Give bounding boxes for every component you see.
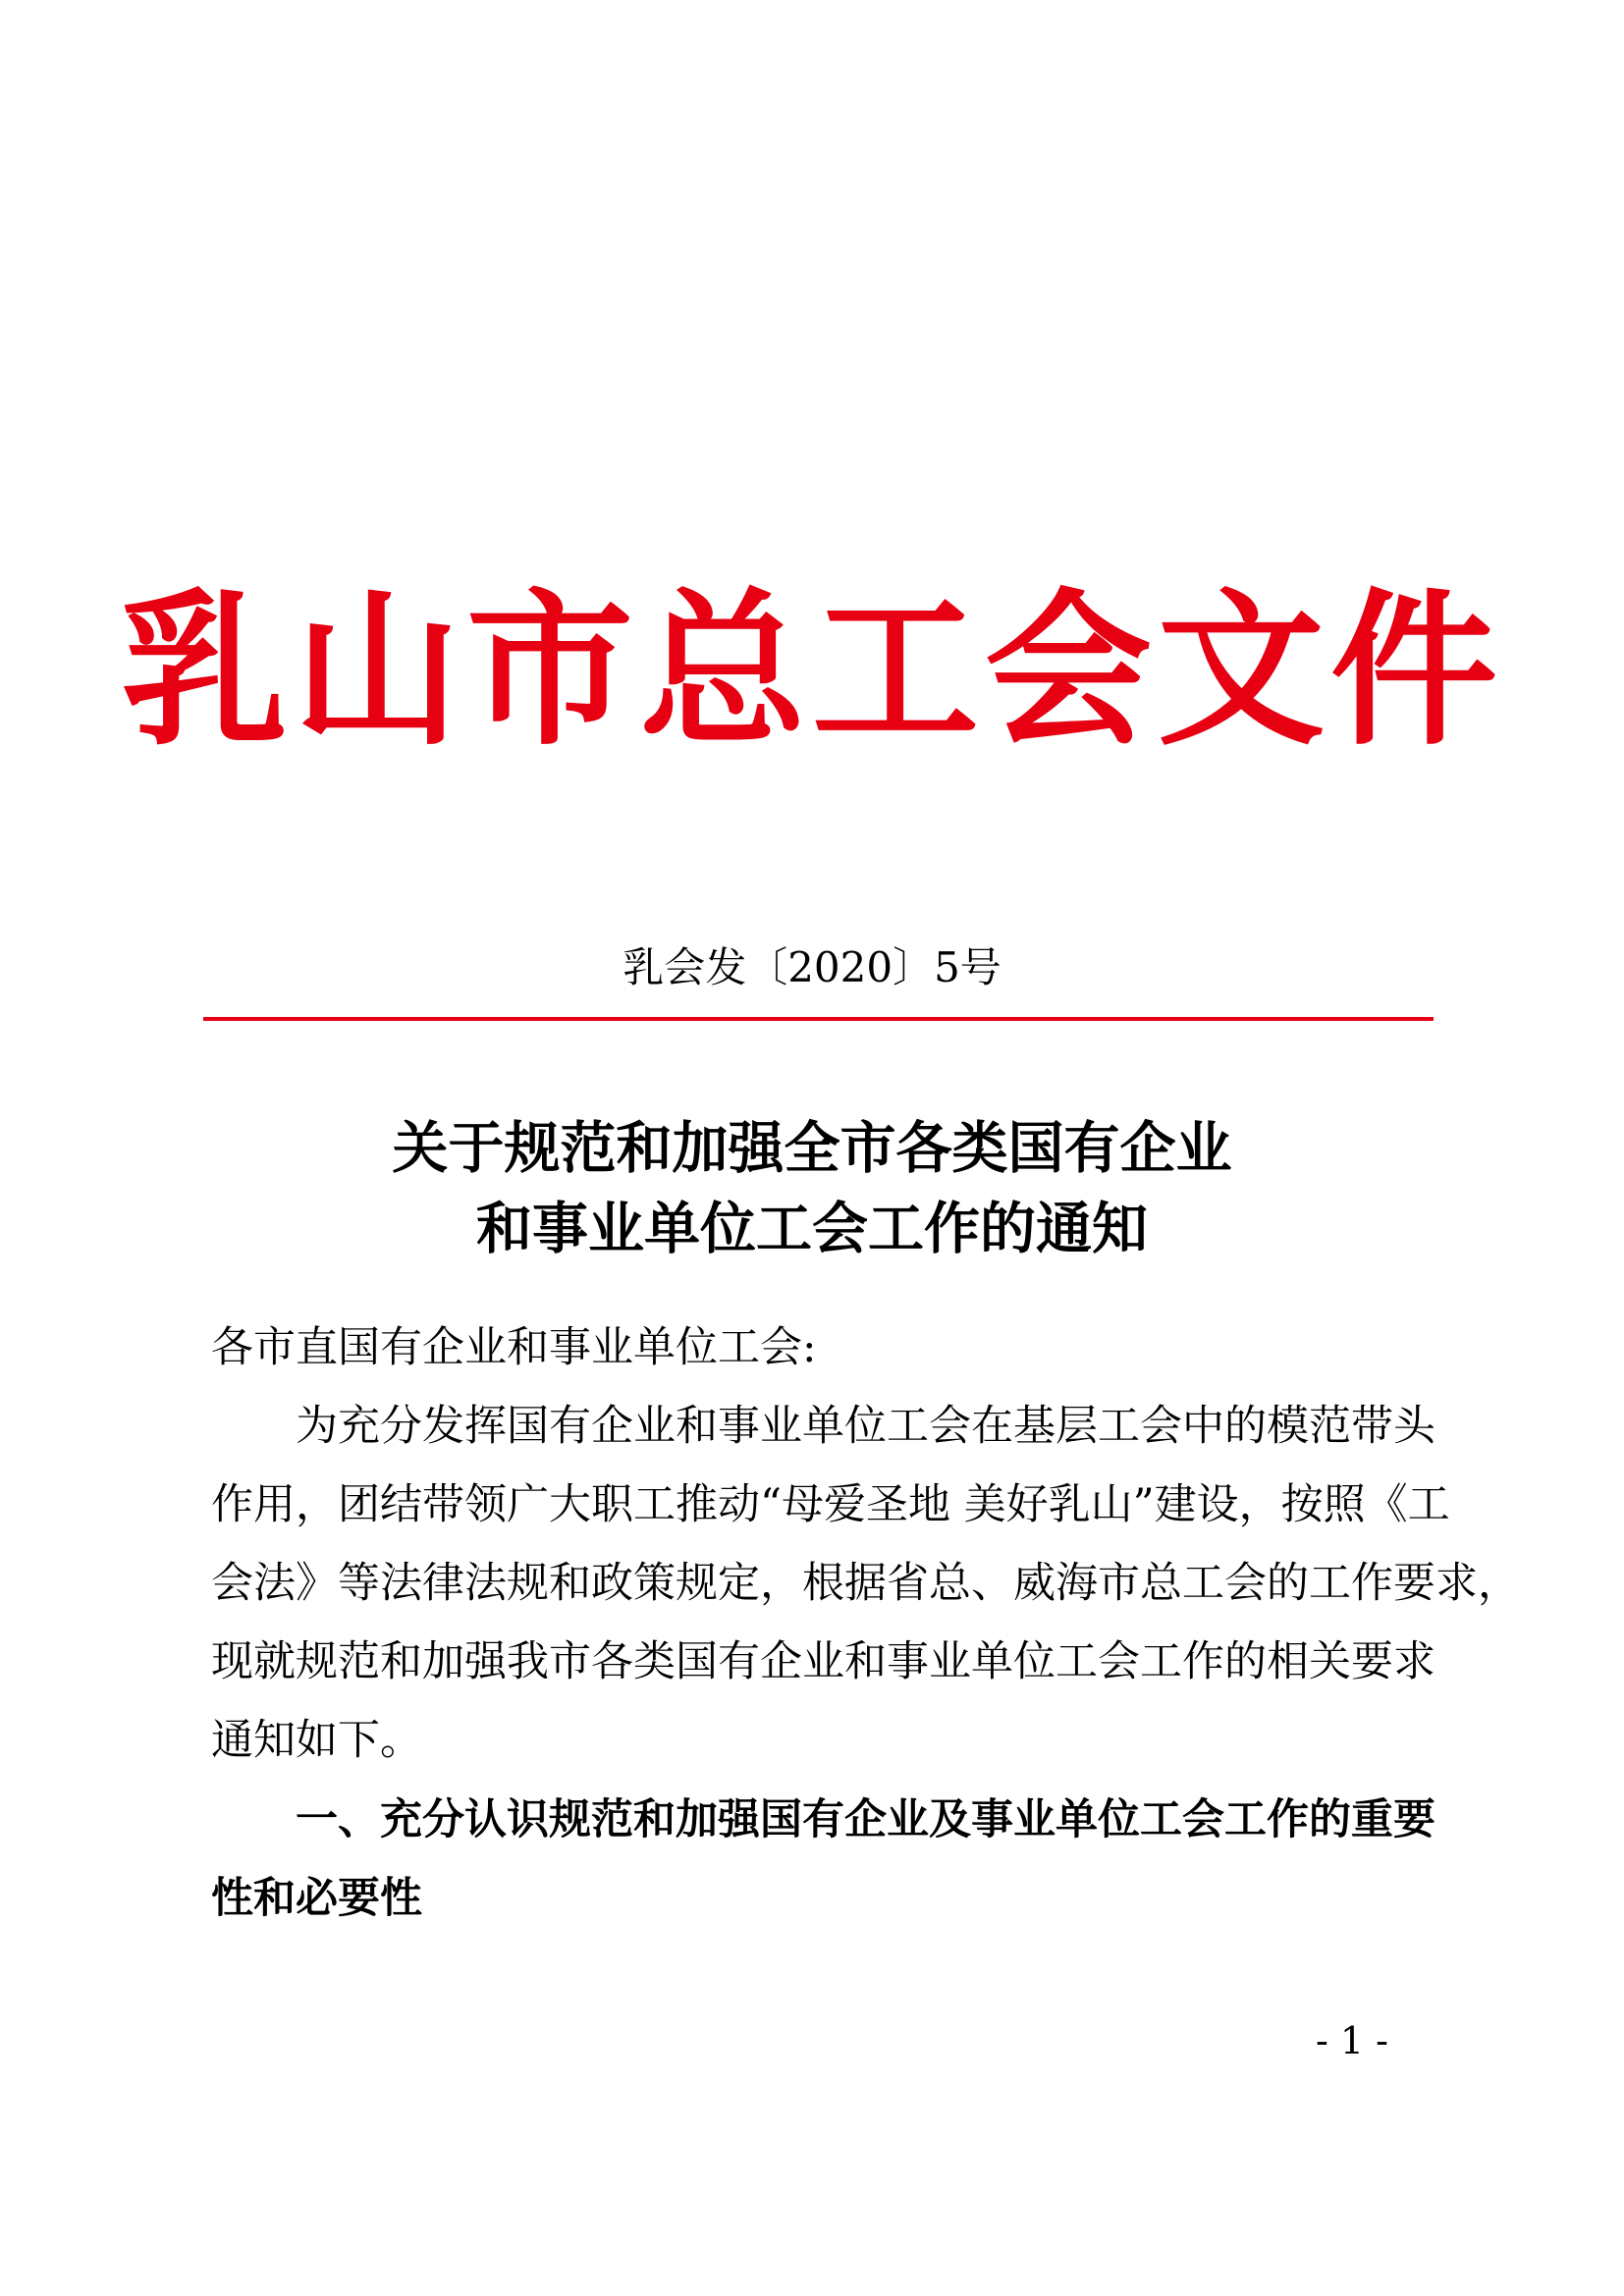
- paragraph-line: 通知如下。: [211, 1716, 422, 1765]
- paragraph-line: 现就规范和加强我市各类国有企业和事业单位工会工作的相关要求: [211, 1637, 1435, 1686]
- paragraph-line: 会法》等法律法规和政策规定，根据省总、威海市总工会的工作要求，: [211, 1559, 1520, 1608]
- page-number: - 1 -: [1316, 2019, 1389, 2062]
- red-divider-line: [203, 1017, 1434, 1021]
- document-number: 乳会发〔2020〕5号: [623, 943, 1001, 991]
- notice-title-line-2: 和事业单位工会工作的通知: [476, 1197, 1148, 1261]
- section-heading-line: 性和必要性: [211, 1874, 422, 1923]
- addressee: 各市直国有企业和事业单位工会:: [211, 1323, 817, 1372]
- paragraph-line: 作用，团结带领广大职工推动“母爱圣地 美好乳山”建设，按照《工: [211, 1480, 1450, 1529]
- masthead-title: 乳山市总工会文件: [120, 572, 1503, 769]
- section-heading-line: 一、充分认识规范和加强国有企业及事业单位工会工作的重要: [211, 1795, 1435, 1844]
- paragraph-line: 为充分发挥国有企业和事业单位工会在基层工会中的模范带头: [211, 1402, 1435, 1451]
- notice-title-line-1: 关于规范和加强全市各类国有企业: [392, 1116, 1232, 1181]
